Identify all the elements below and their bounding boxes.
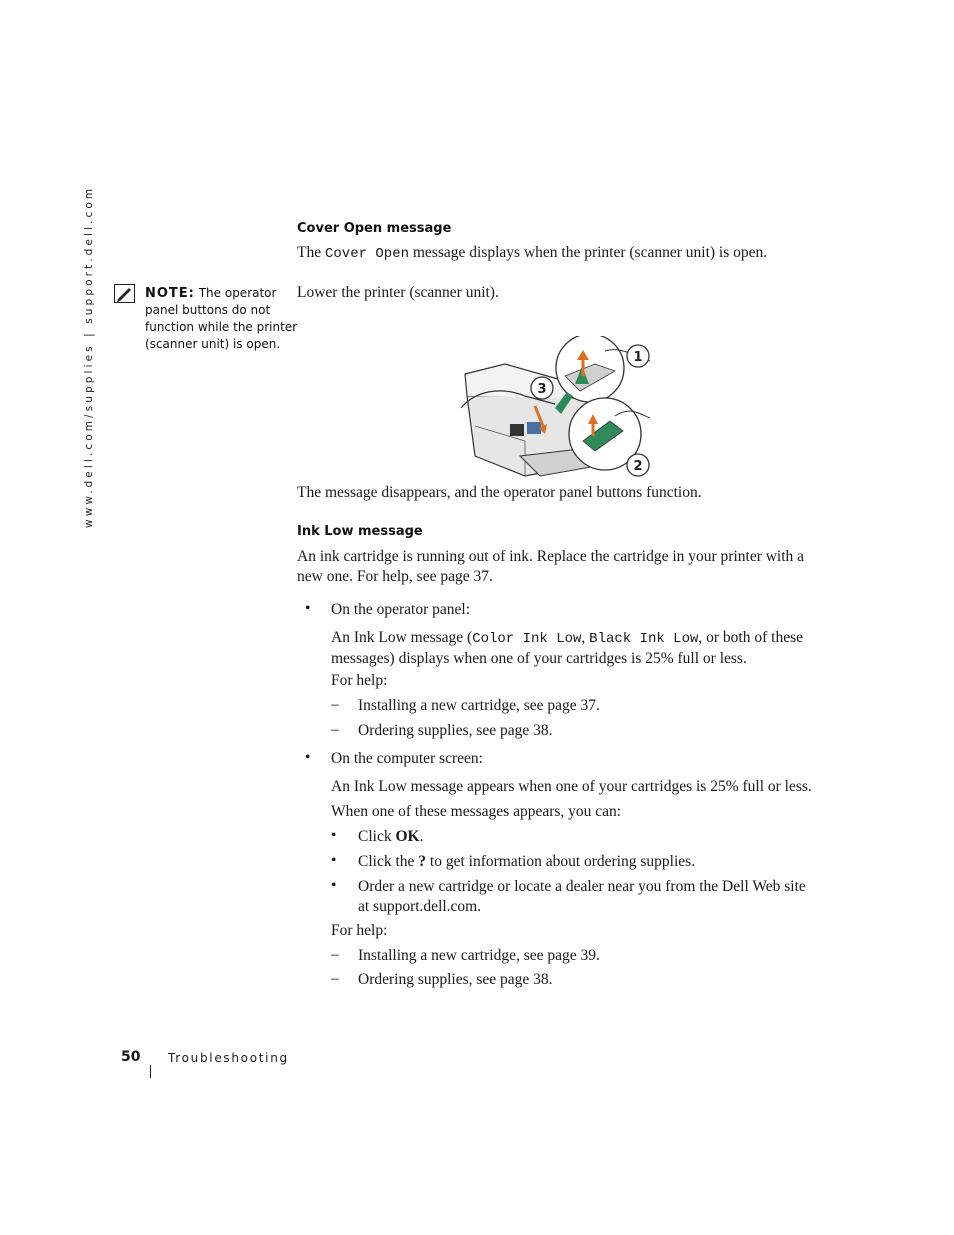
printer-illustration: [455, 336, 655, 481]
bullet-marker: •: [331, 827, 337, 844]
help-order-38: Ordering supplies, see page 38.: [358, 722, 553, 739]
cover-open-description: [297, 243, 817, 264]
dash-marker: –: [331, 946, 339, 963]
text-fragment: message displays when the printer (scanner unit) is open.: [409, 244, 768, 261]
text-fragment: The: [297, 244, 325, 261]
text-fragment: to get information about ordering supplies.: [426, 853, 696, 870]
help-order-38: Ordering supplies, see page 38.: [358, 971, 553, 988]
for-help-label: For help:: [331, 922, 388, 939]
cover-open-result: The message disappears, and the operator panel buttons function.: [297, 484, 702, 501]
text-fragment: , or both of these messages) displays when one of your cartridges is 25% full or less.: [331, 629, 803, 667]
action-click-ok: [358, 827, 423, 847]
note-label: NOTE:: [145, 286, 195, 301]
color-ink-low-code: Color Ink Low: [472, 631, 582, 647]
page-number: 50: [121, 1049, 141, 1065]
svg-text:2: 2: [633, 459, 643, 474]
text-fragment: An Ink Low message (: [331, 629, 473, 646]
cover-open-heading: Cover Open message: [297, 221, 452, 236]
text-fragment: Click the: [358, 853, 419, 870]
computer-screen-item: On the computer screen:: [331, 750, 483, 767]
callout-2: [627, 454, 649, 476]
dash-marker: –: [331, 721, 339, 738]
for-help-label: For help:: [331, 672, 388, 689]
note-text: The operator panel buttons do not function while the printer (scanner unit) is open.: [145, 286, 298, 351]
footer-divider: [150, 1065, 151, 1078]
text-fragment: ,: [581, 629, 590, 646]
dash-marker: –: [331, 696, 339, 713]
ok-label: OK: [395, 828, 420, 845]
text-fragment: .: [419, 828, 424, 845]
black-ink-low-code: Black Ink Low: [589, 631, 699, 647]
operator-panel-item: On the operator panel:: [331, 601, 471, 618]
ink-low-heading: Ink Low message: [297, 524, 423, 539]
help-install-37: Installing a new cartridge, see page 37.: [358, 697, 600, 714]
bullet-marker: •: [305, 600, 311, 617]
action-click-help: [358, 852, 695, 872]
bullet-marker: •: [305, 749, 311, 766]
note-box: [145, 285, 300, 353]
operator-panel-description: [331, 628, 811, 669]
callout-1: [627, 345, 649, 367]
dash-marker: –: [331, 970, 339, 987]
computer-screen-description: An Ink Low message appears when one of your cartridges is 25% full or less.: [331, 778, 812, 795]
bullet-marker: •: [331, 852, 337, 869]
bullet-marker: •: [331, 877, 337, 894]
cover-open-code: Cover Open: [324, 246, 409, 262]
section-title: Troubleshooting: [168, 1051, 289, 1065]
actions-intro: When one of these messages appears, you can:: [331, 803, 622, 820]
callout-3: [531, 377, 553, 399]
ink-low-intro: An ink cartridge is running out of ink. Replace the cartridge in your printer with a new one. For help, see page 37.: [297, 548, 805, 585]
note-pencil-icon: [114, 284, 135, 303]
help-install-39: Installing a new cartridge, see page 39.: [358, 947, 600, 964]
svg-text:3: 3: [537, 382, 547, 397]
question-mark-label: ?: [418, 853, 427, 870]
action-order-online: Order a new cartridge or locate a dealer near you from the Dell Web site at support.dell.com.: [358, 878, 806, 915]
text-fragment: Click: [358, 828, 396, 845]
svg-text:1: 1: [633, 350, 643, 365]
side-url: www.dell.com/supplies | support.dell.com: [83, 185, 95, 528]
cover-open-instruction: Lower the printer (scanner unit).: [297, 284, 499, 301]
